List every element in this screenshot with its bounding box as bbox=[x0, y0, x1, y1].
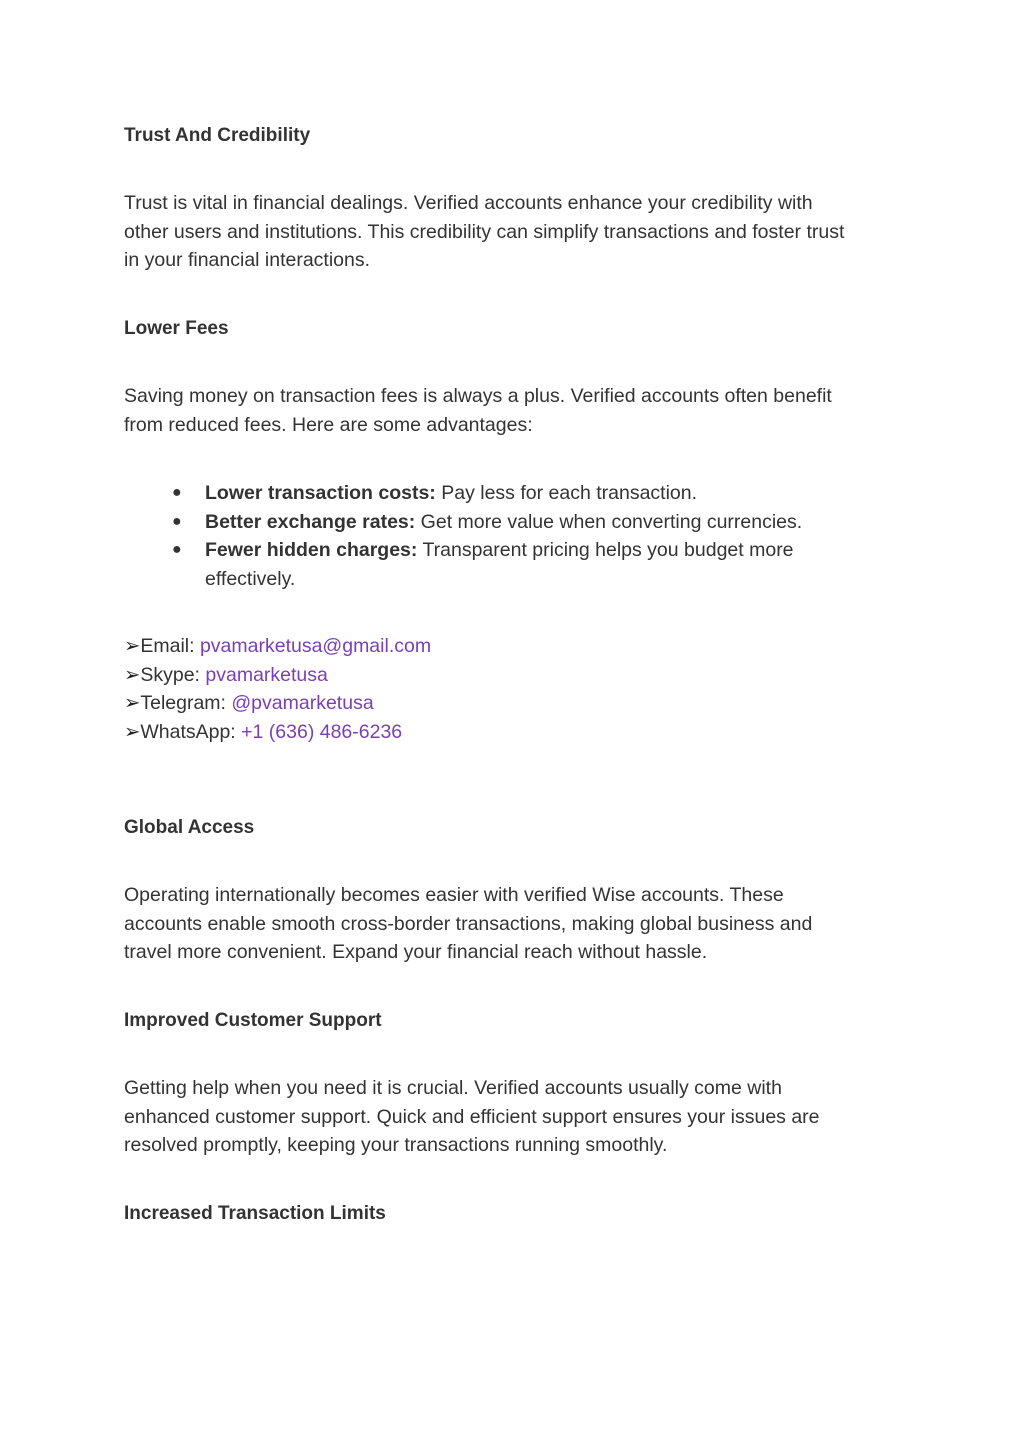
list-item-label: Lower transaction costs: bbox=[205, 482, 436, 504]
contact-list bbox=[124, 632, 431, 746]
contact-label: Email: bbox=[140, 635, 200, 657]
arrow-icon: ➢ bbox=[124, 720, 141, 743]
paragraph-support bbox=[124, 1074, 909, 1160]
paragraph-line: accounts enable smooth cross-border transactions, making global business and bbox=[124, 912, 813, 935]
arrow-icon: ➢ bbox=[124, 635, 141, 657]
list-item-text: Get more value when converting currencies. bbox=[415, 510, 803, 533]
bullet-icon: ● bbox=[172, 541, 182, 558]
bullet-icon: ● bbox=[172, 484, 182, 501]
list-item bbox=[172, 479, 872, 508]
paragraph-line: from reduced fees. Here are some advantages: bbox=[124, 413, 533, 436]
heading-improved-customer-support: Improved Customer Support bbox=[124, 1010, 382, 1031]
paragraph-line: Getting help when you need it is crucial. Verified accounts usually come with bbox=[124, 1077, 782, 1099]
paragraph-trust bbox=[124, 189, 909, 275]
heading-increased-transaction-limits: Increased Transaction Limits bbox=[124, 1203, 386, 1224]
contact-telegram bbox=[124, 689, 431, 718]
advantages-list bbox=[172, 479, 872, 593]
paragraph-line: in your financial interactions. bbox=[124, 249, 371, 271]
contact-whatsapp bbox=[124, 718, 431, 747]
list-item-label: Fewer hidden charges: bbox=[205, 539, 418, 561]
list-item bbox=[172, 508, 872, 537]
whatsapp-link[interactable]: +1 (636) 486-6236 bbox=[241, 720, 403, 743]
paragraph-line: Saving money on transaction fees is always a plus. Verified accounts often benefit bbox=[124, 385, 832, 407]
paragraph-line: other users and institutions. This credibility can simplify transactions and foster trust bbox=[124, 220, 845, 243]
bullet-icon: ● bbox=[172, 512, 182, 530]
paragraph-line: Trust is vital in financial dealings. Verified accounts enhance your credibility with bbox=[124, 192, 813, 214]
heading-trust-and-credibility: Trust And Credibility bbox=[124, 125, 311, 146]
contact-label: Skype: bbox=[140, 663, 206, 686]
list-item-label: Better exchange rates: bbox=[205, 510, 416, 533]
list-item-text-continued: effectively. bbox=[205, 567, 296, 590]
telegram-link[interactable]: @pvamarketusa bbox=[231, 692, 374, 714]
paragraph-global bbox=[124, 881, 909, 967]
paragraph-line: resolved promptly, keeping your transactions running smoothly. bbox=[124, 1134, 668, 1156]
paragraph-line: travel more convenient. Expand your financial reach without hassle. bbox=[124, 941, 708, 963]
list-item bbox=[172, 536, 872, 593]
heading-lower-fees: Lower Fees bbox=[124, 318, 229, 339]
heading-global-access: Global Access bbox=[124, 817, 255, 838]
list-item-text: Pay less for each transaction. bbox=[435, 482, 698, 504]
skype-link[interactable]: pvamarketusa bbox=[205, 663, 328, 686]
contact-label: WhatsApp: bbox=[140, 720, 242, 743]
paragraph-line: enhanced customer support. Quick and efficient support ensures your issues are bbox=[124, 1105, 820, 1128]
list-item-text: Transparent pricing helps you budget more bbox=[417, 539, 794, 561]
arrow-icon: ➢ bbox=[124, 663, 141, 686]
contact-skype bbox=[124, 661, 431, 690]
paragraph-line: Operating internationally becomes easier with verified Wise accounts. These bbox=[124, 884, 784, 906]
arrow-icon: ➢ bbox=[124, 692, 141, 714]
contact-email bbox=[124, 632, 431, 661]
contact-label: Telegram: bbox=[140, 692, 232, 714]
paragraph-fees bbox=[124, 382, 909, 439]
email-link[interactable]: pvamarketusa@gmail.com bbox=[199, 635, 432, 657]
